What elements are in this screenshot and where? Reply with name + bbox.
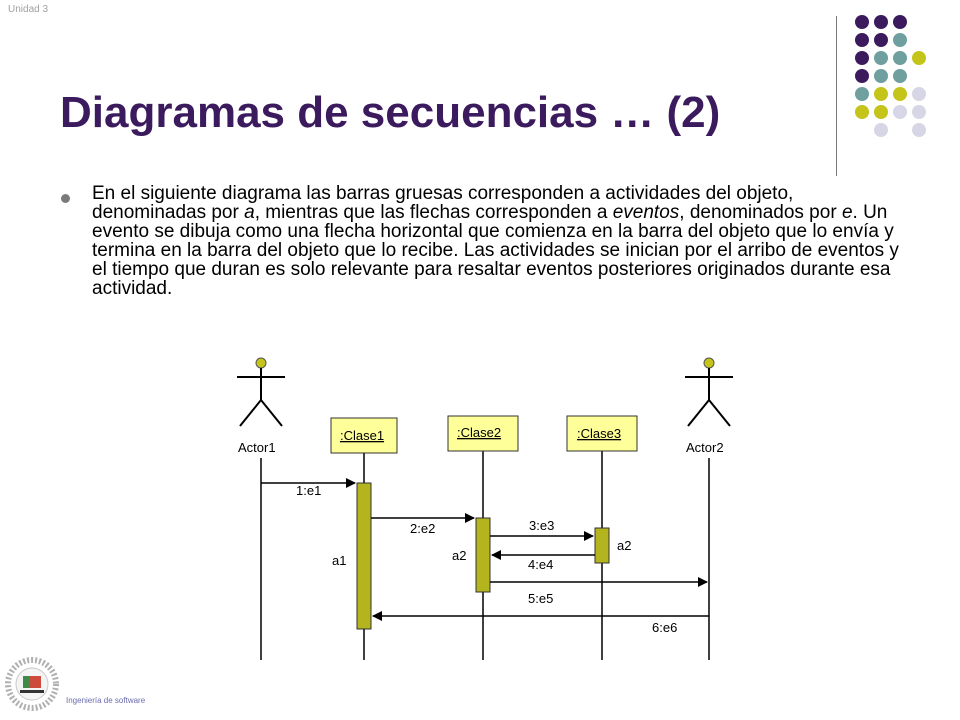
object-clase3 [567,416,637,451]
actor-1-head [256,358,266,368]
activation-clase1 [357,483,371,629]
actor-2-head [704,358,714,368]
slide-title: Diagramas de secuencias … (2) [60,88,721,137]
actor-1-label: Actor1 [238,440,276,455]
message-label-2: 2:e2 [410,521,436,536]
object-clase2 [448,416,518,451]
object-clase2-label: :Clase2 [457,425,502,440]
text-part-italic: eventos [612,202,680,223]
activation-clase2 [476,518,490,592]
object-clase1-label: :Clase1 [340,428,385,443]
text-part: , denominados por [679,202,842,223]
text-part: , mientras que las flechas corresponden a [254,202,613,223]
message-label-3: 3:e3 [529,518,555,533]
object-clase3-label: :Clase3 [577,426,622,441]
university-seal-logo [4,652,60,716]
text-part: . Un evento se dibuja como una flecha horizontal que comienza en la barra del objeto que lo envía y termina en la barra del objeto que lo recibe. Las actividades se inician por el arribo de eventos y el tiempo que duran es solo relevante para resaltar eventos posteriores originados durante esa actividad. [92,202,899,299]
object-clase1 [331,418,397,453]
message-label-1: 1:e1 [296,483,322,498]
text-part-italic: a [244,202,255,223]
text-part-italic: e [841,202,853,223]
actor-2-label: Actor2 [686,440,724,455]
activation-clase3 [595,528,609,563]
footer-label: Ingeniería de software [66,696,146,705]
activation-label-a2-clase3: a2 [617,538,632,553]
message-label-6: 6:e6 [652,620,678,635]
message-label-4: 4:e4 [528,557,554,572]
actor-1 [237,358,285,455]
header-label: Unidad 3 [8,4,49,15]
message-label-5: 5:e5 [528,591,554,606]
text-part: En el siguiente diagrama las barras gruesas corresponden a actividades del objeto, denominadas por [92,183,794,223]
actor-2 [685,358,733,455]
activation-label-a1: a1 [332,553,347,568]
activation-label-a2-clase2: a2 [452,548,467,563]
